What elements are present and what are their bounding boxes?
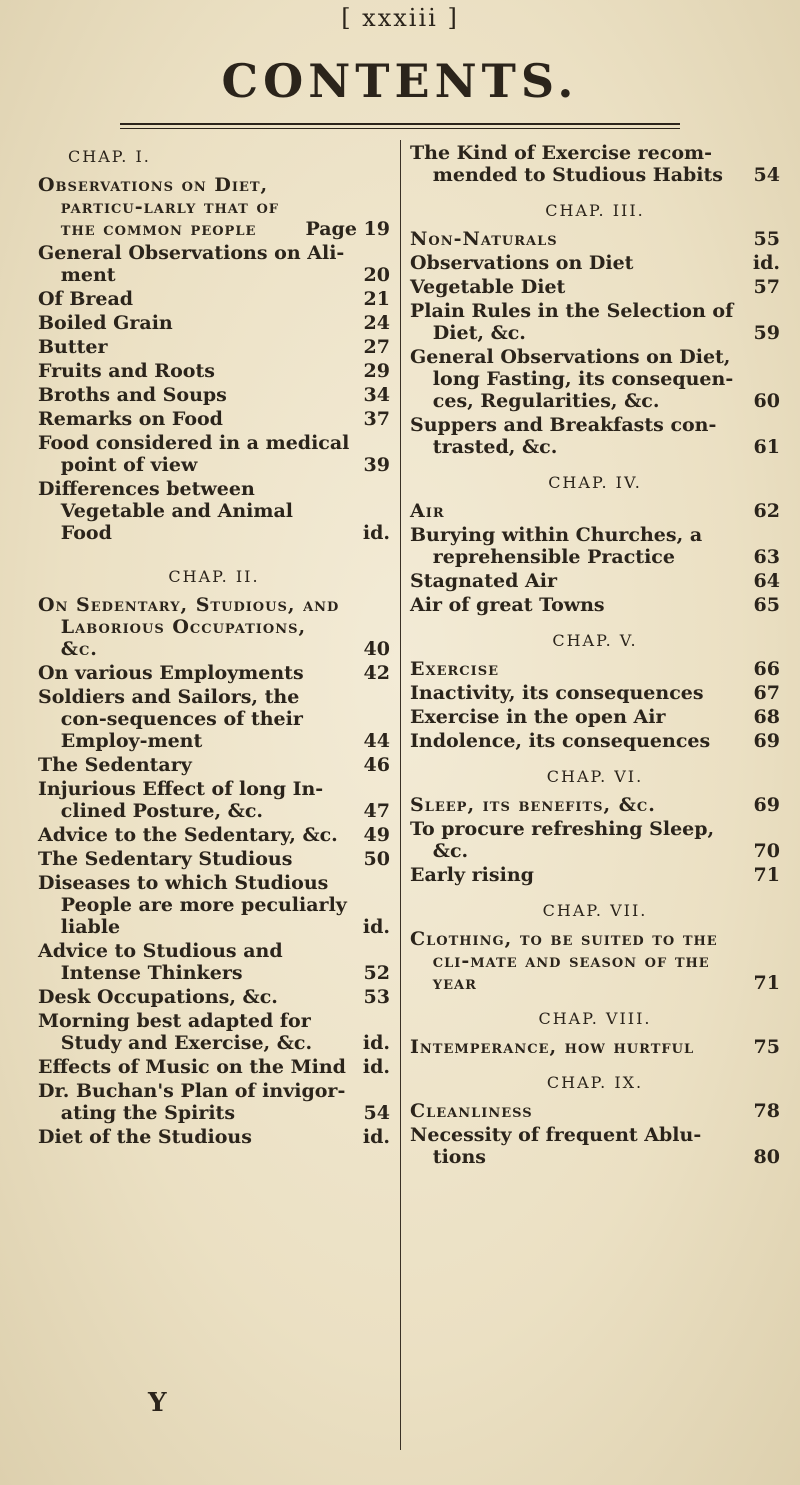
contents-entry (410, 594, 780, 616)
entry-title: Fruits and Roots (38, 360, 215, 382)
contents-entry (38, 1010, 390, 1054)
chapter-heading: CHAP. III. (545, 201, 645, 220)
page-number: [ xxxiii ] (341, 4, 459, 32)
entry-page: 60 (753, 390, 780, 412)
chapter-heading: CHAP. VII. (542, 901, 648, 920)
contents-entry (38, 478, 390, 544)
entry-page: 34 (363, 384, 390, 406)
contents-entry (38, 360, 390, 382)
signature-mark: Y (148, 1388, 167, 1418)
entry-page: id. (752, 252, 780, 274)
entry-title: Food considered in a medical point of view (38, 432, 350, 476)
contents-entry (38, 242, 390, 286)
entry-title: Desk Occupations, &c. (38, 986, 278, 1008)
entry-title: Diet of the Studious (38, 1126, 252, 1148)
contents-entry (410, 682, 780, 704)
entry-title: On various Employments (38, 662, 304, 684)
contents-entry (38, 1126, 390, 1148)
contents-heading: CONTENTS. (221, 54, 579, 108)
entry-title: General Observations on Ali-ment (38, 242, 345, 286)
entry-title: Advice to Studious and Intense Thinkers (38, 940, 283, 984)
entry-page: 54 (363, 1102, 390, 1124)
contents-entry (410, 1036, 780, 1058)
entry-title: Burying within Churches, a reprehensible Practice (410, 524, 703, 568)
entry-page: id. (362, 1126, 390, 1148)
entry-title: Plain Rules in the Selection of Diet, &c. (410, 300, 734, 344)
contents-entry (38, 594, 390, 660)
entry-page: 69 (753, 794, 780, 816)
contents-entry (38, 754, 390, 776)
entry-page: 37 (363, 408, 390, 430)
contents-entry (38, 824, 390, 846)
entry-title: Diseases to which Studious People are more peculiarly liable (38, 872, 347, 938)
heading-rule-thin (120, 128, 680, 129)
entry-page: 67 (753, 682, 780, 704)
entry-page: 80 (753, 1146, 780, 1168)
entry-title: Inactivity, its consequences (410, 682, 704, 704)
contents-entry (410, 228, 780, 250)
chapter-heading: CHAP. IX. (546, 1073, 644, 1092)
entry-title: Exercise (410, 658, 500, 680)
chapter-heading: CHAP. I. (68, 147, 151, 166)
entry-title: Differences between Vegetable and Animal Food (38, 478, 293, 544)
entry-title: Advice to the Sedentary, &c. (38, 824, 338, 846)
chapter-heading: CHAP. V. (552, 631, 638, 650)
chapter-heading: CHAP. II. (168, 567, 260, 586)
entry-title: Observations on Diet (410, 252, 634, 274)
contents-entry (38, 174, 390, 240)
entry-title: Broths and Soups (38, 384, 227, 406)
entry-page: 65 (753, 594, 780, 616)
entry-title: Vegetable Diet (410, 276, 566, 298)
entry-page: id. (362, 1032, 390, 1054)
contents-entry (38, 1056, 390, 1078)
entry-title: Butter (38, 336, 108, 358)
entry-title: Air (410, 500, 445, 522)
contents-entry (410, 570, 780, 592)
entry-title: Boiled Grain (38, 312, 173, 334)
entry-page: id. (362, 916, 390, 938)
entry-title: Sleep, its benefits, &c. (410, 794, 656, 816)
entry-page: 62 (753, 500, 780, 522)
entry-page: 64 (753, 570, 780, 592)
entry-page: 47 (363, 800, 390, 822)
entry-page: 71 (753, 864, 780, 886)
contents-entry (410, 142, 780, 186)
entry-page: 75 (753, 1036, 780, 1058)
entry-page: 71 (753, 972, 780, 994)
right-column (410, 142, 780, 1170)
entry-title: Dr. Buchan's Plan of invigor-ating the Spirits (38, 1080, 346, 1124)
entry-page: 59 (753, 322, 780, 344)
chapter-heading: CHAP. VIII. (538, 1009, 652, 1028)
contents-entry (38, 432, 390, 476)
contents-entry (38, 686, 390, 752)
chapter-heading: CHAP. IV. (548, 473, 642, 492)
contents-entry (38, 940, 390, 984)
entry-page: 52 (363, 962, 390, 984)
entry-page: 20 (363, 264, 390, 286)
entry-page: 39 (363, 454, 390, 476)
entry-page: id. (362, 1056, 390, 1078)
entry-page: 21 (363, 288, 390, 310)
contents-entry (38, 288, 390, 310)
entry-page: Page 19 (305, 218, 390, 240)
entry-page: 49 (363, 824, 390, 846)
entry-title: General Observations on Diet, long Fasting, its consequen-ces, Regularities, &c. (410, 346, 734, 412)
entry-page: 24 (363, 312, 390, 334)
contents-entry (410, 524, 780, 568)
entry-page: 69 (753, 730, 780, 752)
entry-title: Clothing, to be suited to the cli-mate and season of the year (410, 928, 718, 994)
entry-title: The Kind of Exercise recom-mended to Studious Habits (410, 142, 723, 186)
entry-title: Remarks on Food (38, 408, 223, 430)
entry-title: Cleanliness (410, 1100, 533, 1122)
entry-title: Air of great Towns (410, 594, 605, 616)
entry-title: Effects of Music on the Mind (38, 1056, 346, 1078)
entry-page: id. (362, 522, 390, 544)
entry-title: To procure refreshing Sleep, &c. (410, 818, 715, 862)
entry-title: Injurious Effect of long In-clined Posture, &c. (38, 778, 324, 822)
entry-page: 53 (363, 986, 390, 1008)
entry-page: 50 (363, 848, 390, 870)
contents-entry (410, 818, 780, 862)
entry-title: On Sedentary, Studious, and Laborious Occupations, &c. (38, 594, 340, 660)
entry-page: 78 (753, 1100, 780, 1122)
entry-page: 29 (363, 360, 390, 382)
contents-entry (410, 252, 780, 274)
contents-entry (410, 276, 780, 298)
entry-page: 66 (753, 658, 780, 680)
contents-entry (410, 864, 780, 886)
contents-entry (38, 778, 390, 822)
contents-entry (410, 794, 780, 816)
entry-page: 61 (753, 436, 780, 458)
contents-entry (410, 1124, 780, 1168)
entry-title: Intemperance, how hurtful (410, 1036, 695, 1058)
entry-title: Necessity of frequent Ablu-tions (410, 1124, 702, 1168)
contents-entry (410, 730, 780, 752)
entry-page: 44 (363, 730, 390, 752)
contents-entry (410, 928, 780, 994)
entry-title: Indolence, its consequences (410, 730, 711, 752)
entry-page: 63 (753, 546, 780, 568)
entry-title: Of Bread (38, 288, 134, 310)
entry-title: Exercise in the open Air (410, 706, 666, 728)
entry-title: Soldiers and Sailors, the con-sequences of their Employ-ment (38, 686, 303, 752)
chapter-heading: CHAP. VI. (546, 767, 644, 786)
contents-entry (38, 662, 390, 684)
contents-entry (38, 1080, 390, 1124)
entry-page: 46 (363, 754, 390, 776)
contents-entry (38, 384, 390, 406)
entry-title: Morning best adapted for Study and Exercise, &c. (38, 1010, 313, 1054)
entry-title: The Sedentary (38, 754, 192, 776)
entry-page: 27 (363, 336, 390, 358)
entry-title: Non-Naturals (410, 228, 558, 250)
entry-title: Suppers and Breakfasts con-trasted, &c. (410, 414, 717, 458)
entry-page: 57 (753, 276, 780, 298)
column-divider (400, 140, 401, 1450)
contents-entry (410, 414, 780, 458)
left-column (38, 142, 390, 1150)
contents-entry (38, 408, 390, 430)
contents-entry (38, 312, 390, 334)
heading-rule-thick (120, 123, 680, 125)
entry-title: Observations on Diet, particu-larly that of the common people (38, 174, 280, 240)
contents-entry (410, 1100, 780, 1122)
entry-title: Early rising (410, 864, 534, 886)
entry-page: 54 (753, 164, 780, 186)
contents-entry (410, 658, 780, 680)
contents-entry (38, 848, 390, 870)
contents-entry (410, 346, 780, 412)
contents-entry (38, 986, 390, 1008)
entry-title: Stagnated Air (410, 570, 557, 592)
entry-page: 42 (363, 662, 390, 684)
contents-entry (410, 300, 780, 344)
entry-page: 68 (753, 706, 780, 728)
entry-page: 55 (753, 228, 780, 250)
contents-entry (38, 336, 390, 358)
contents-entry (410, 706, 780, 728)
contents-entry (410, 500, 780, 522)
contents-entry (38, 872, 390, 938)
entry-title: The Sedentary Studious (38, 848, 293, 870)
entry-page: 40 (363, 638, 390, 660)
entry-page: 70 (753, 840, 780, 862)
